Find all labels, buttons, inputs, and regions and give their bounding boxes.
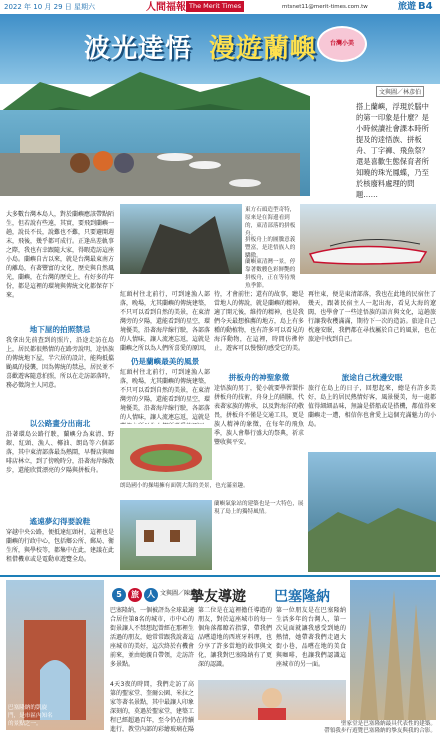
caption-arc: 巴塞隆納的凱旋門，是市區內知名的景點之一。 <box>8 705 53 727</box>
newspaper-logo: 人間福報 <box>146 2 186 13</box>
article-col2b: 紅頭村往北前行，可到達漁人部落，晚場，尤其蘭嶼的傳統建築，不只可以看到自然的美景，在東清灣旁的夕陽，還能看到的星空，環境優美，沿著海岸線行駛，各部落的人情味，讓人流連忘返，這就是 <box>120 369 210 421</box>
sea-photo <box>308 452 436 572</box>
article-col3: 待，才會前往；還有的故事，聽是當地人的傳說，就是蘭嶼的精神。適了開元後，維持的精神，也是我們今天最想推薦的地方，島上有多種的動植物，也有許多可以看見的海洋動物，在這裡，時間彷彿停止，遊客可以慢慢的感受它的美。 <box>214 291 304 352</box>
travel-tag: 旅 <box>128 588 142 602</box>
travel-title-b: 巴塞隆納 <box>274 589 330 605</box>
schoolyard-photo <box>120 428 212 480</box>
caption-school: 朗島國小的操場擁有面朝大海的美景，也充滿童趣。 <box>120 483 249 489</box>
travel-title-a: 摯友導遊 <box>190 589 246 605</box>
article-col1b: 我拿出先前查到的照片，沿途走訪在島上，居民都很熱情的在路旁說明，逹悟族的傳統地下屋，半穴居的設計，能夠抵擋颱風的侵襲，因為傳統的禁忌，居民並不喜歡遊客隨意拍照，所以在走訪部落時，務必徵詢主人同意。 <box>6 337 114 389</box>
feature-badge: 台灣小美 <box>317 26 367 62</box>
friend-photo <box>198 680 346 720</box>
section-name: 旅遊 <box>398 2 417 12</box>
page-header <box>0 0 440 15</box>
contact-url: mtsnet11@merit-times.com.tw <box>282 4 368 10</box>
feature-title-a: 波光逹悟 <box>84 34 193 64</box>
travel-tag-2: 人 <box>144 588 158 602</box>
subhead-6: 旅途自己枕邊安眠 <box>341 373 403 382</box>
article-col1: 大多數台灣本島人，對於蘭嶼應該帶點陌生，但若說有些遠，其實，要飛到蘭嶼一趟，說長不長，說難也不難，只要避開週末，飛後，幾乎都可成行。正逢出差軌事之際，我也有幸跟隨大家，得暇造訪這座小島。蘭嶼自古以來，就是台灣最東南方的離島，有著豐富的文化、歷史與自然風光，蘭嶼，在台灣的歷史上，有好多的年份，都是這裡的環境與傳統文化都保存下來。 <box>6 211 114 299</box>
caption-rock: 東方石頭造型奇特，原來是在海邊看到的，東清部落的拼板舟。 <box>245 207 296 237</box>
subhead-3: 遙遠夢幻得要說鞋 <box>29 517 91 526</box>
series-number: 5 <box>112 588 126 602</box>
rock-photo <box>120 204 242 274</box>
page-number: B4 <box>418 1 433 12</box>
travel-col3: 第二位是在這裡擔任導遊的朋友，對於這座城市的每一個角落都瞭若指掌，帶我們品嚐道地的西班牙料理，也分享了許多當地的故事與文化，讓我對巴塞隆納有了更深的認識。 <box>198 607 272 668</box>
article-col3b: 逹悟族的男丁，從小就要學習製作拼板舟的技術，舟身上的圖騰，代表著家族的傳承，以及對海洋的敬畏，拼板舟不僅是交通工具，更是族人精神的象徵，在每年的飛魚季，族人會舉行盛大的祭典，祈求豐收與平安。 <box>214 385 304 446</box>
cathedral-photo <box>350 580 436 720</box>
subhead-1: 地下屋的拍照禁忌 <box>29 325 91 334</box>
feature-title-b: 漫遊蘭嶼 <box>209 34 318 64</box>
section-divider <box>0 575 440 577</box>
caption-station: 蘭嶼氣象站的建築也是一大特色，展現了島上的獨特風情。 <box>214 501 304 515</box>
article-col1d: 穿越中央公路，便抵達紅頭村，這裡也是蘭嶼的行政中心，包括鄉公所、郵局、衛生所，與學校等，都集中在此，建議在此租借機車或是電動車遊覽全島。 <box>6 529 114 563</box>
newspaper-logo-en: The Merit Times <box>186 1 244 12</box>
canoe-photo <box>300 204 436 274</box>
feature-lead: 搭上蘭嶼，浮現於腦中的第一印象是什麼？是小時候讀社會課本時所提及的逹悟族、拼板舟、丁字褲、飛魚祭？還是喜歡生態保育者所知曉的珠光鳳蝶，乃至於核廢料處理的問題…… <box>356 102 429 199</box>
caption-boat: 拼板舟上的圖騰意義豐富，是逹悟族人的驕傲。 <box>245 237 296 259</box>
subhead-5: 拼板舟的神聖象徵 <box>228 373 290 382</box>
travel-col4: 第一位朋友是在巴塞隆納生活多年的台灣人，第一次見面就讓我感受到她的熱情，她帶著我們走過大街小巷，品嚐在地的美食與咖啡，也讓我們認識這座城市的另一面。 <box>276 607 346 668</box>
issue-date: 2022 年 10 月 29 日 星期六 <box>4 3 95 11</box>
article-col2: 紅頭村往北前行，可到達漁人部落，晚場，尤其蘭嶼的傳統建築，不只可以看到自然的美景，在東清灣旁的夕陽，還能看到的星空，環境優美，沿著海岸線行駛，各部落的人情味，讓人流連忘返，這就是蘭嶼之所以為人們所喜愛的原因， <box>120 291 210 352</box>
subhead-2: 以公路畫分出南北 <box>29 419 91 428</box>
hero-shore <box>0 125 300 196</box>
travel-col2: 4天3夜的時間，我們走訪了高第的聖家堂、奎爾公園、米拉之家等著名景點，其中最讓人印象深刻的，莫過於聖家堂，建築工程已經超過百年，至今仍在持續進行，教堂內部的彩繪玻璃在陽 <box>110 681 194 732</box>
caption-cathedral: 聖家堂是巴塞隆納最具代表性的建築。 <box>340 721 436 727</box>
caption-friend: 帶領我步行遊覽巴塞隆納的摯友與我的合影。 <box>324 728 436 734</box>
article-col4b: 旅行在島上的日子，回想起來，總是有許多美好，島上的居民熱情好客，風景優美，每一處都值得細細品味，無論是搭船或是搭機，都值得來蘭嶼走一遭，相信你也會愛上這個充滿魅力的小島。 <box>308 385 436 428</box>
caption-bay: 蘭嶼東清灣一景，停靠著數艘色彩鮮艷的拼板舟，正在等待飛魚季節。 <box>245 259 296 289</box>
subhead-4: 仍是蘭嶼最美的風景 <box>130 357 200 366</box>
station-photo <box>120 500 212 570</box>
travel-byline: 文與圖／陳柔威 <box>160 590 203 597</box>
feature-byline: 文與圖／林彥伯 <box>376 86 424 97</box>
travel-col1: 巴塞隆納，一個被評為全球最適合居住第8名的城市，市中心的街景讓人不禁想起曾經在那裡生活過的朋友，她常常跟我說著這座城市的美好，這次終於有機會前來，並由她親自帶領，走訪許多景點。 <box>110 607 194 668</box>
article-col1c: 沿著環島公路行駛，蘭嶼分為東清、野銀、紅頭、漁人、椰油、朗島等六個部落，其中東清部落最為熱鬧，早餐店與咖啡店林立，到了傍晚時分，沿著海岸線散步，還能欣賞漂亮的夕陽與拼板舟。 <box>6 431 114 474</box>
article-col4: 再往東，便是東清部落，我也在此地的民宿住了幾天，跟著民宿主人一起出海，看見大海的遼闊，也學會了一些逹悟族的語言與文化，這趟旅行讓我收穫滿滿，期待下一次的造訪。旅途自己枕邊安眠，我們都在尋找屬於自己的風景，也在旅途中找到自己。 <box>308 291 436 343</box>
